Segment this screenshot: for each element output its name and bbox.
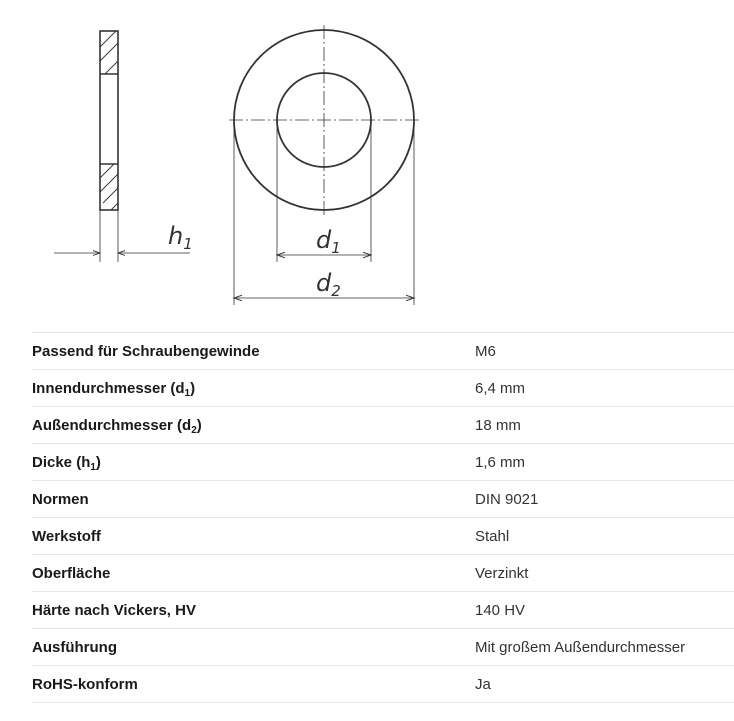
washer-front-view [229,25,419,305]
washer-technical-drawing [0,0,734,320]
spec-label: Werkstoff [32,518,475,555]
spec-row-standard [32,481,734,518]
spec-value: Ja [475,666,734,703]
spec-value: Mit großem Außendurchmesser [475,629,734,666]
spec-value: 140 HV [475,592,734,629]
d1-label: $d_1$ [316,226,341,257]
spec-label: RoHS-konform [32,666,475,703]
specifications-table [32,332,734,703]
spec-value: DIN 9021 [475,481,734,518]
h1-label: $h_1$ [168,222,193,253]
spec-label: Passend für Schraubengewinde [32,333,475,370]
spec-row-rohs [32,666,734,703]
spec-value: 18 mm [475,407,734,444]
spec-label: Härte nach Vickers, HV [32,592,475,629]
spec-value: 1,6 mm [475,444,734,481]
spec-row-hardness [32,592,734,629]
spec-row-material [32,518,734,555]
spec-row-thickness [32,444,734,481]
spec-row-inner-diameter [32,370,734,407]
spec-row-thread [32,333,734,370]
spec-value: Stahl [475,518,734,555]
spec-label: Ausführung [32,629,475,666]
spec-value: Verzinkt [475,555,734,592]
spec-row-outer-diameter [32,407,734,444]
spec-label: Normen [32,481,475,518]
spec-row-design [32,629,734,666]
spec-label: Innendurchmesser $(d_1)$ [32,370,475,407]
spec-value: 6,4 mm [475,370,734,407]
spec-value: M6 [475,333,734,370]
d2-label: $d_2$ [316,269,341,300]
spec-row-surface [32,555,734,592]
spec-label: Außendurchmesser $(d_2)$ [32,407,475,444]
spec-label: Dicke $(h_1)$ [32,444,475,481]
spec-label: Oberfläche [32,555,475,592]
section-hatching [100,31,118,210]
